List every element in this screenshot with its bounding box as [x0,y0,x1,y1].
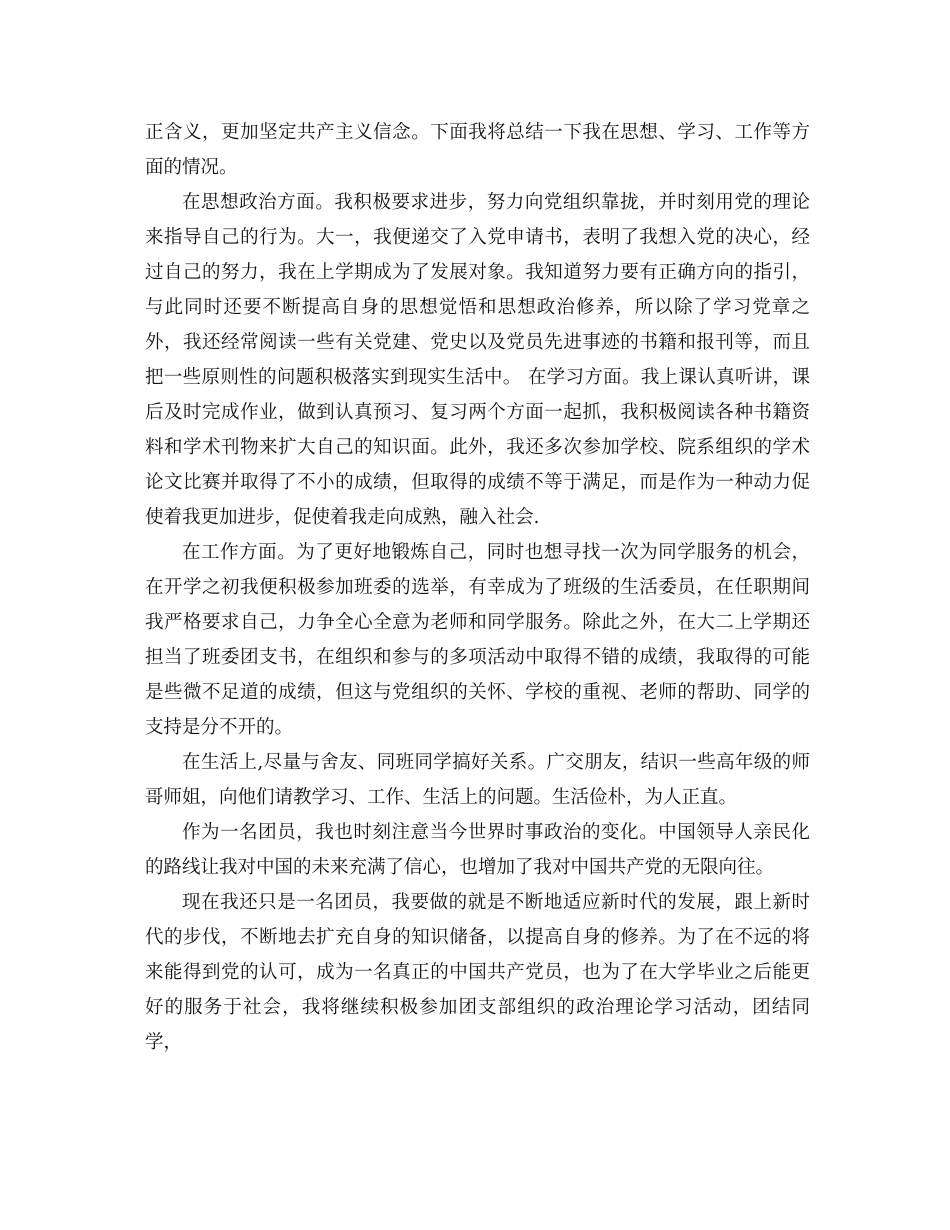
paragraph-continuation: 正含义，更加坚定共产主义信念。下面我将总结一下我在思想、学习、工作等方面的情况。 [145,122,810,178]
paragraph-life: 在生活上,尽量与舍友、同班同学搞好关系。广交朋友，结识一些高年级的师哥师姐，向他们请教学习、工作、生活上的问题。生活俭朴，为人正直。 [145,752,810,808]
paragraph-future: 现在我还只是一名团员，我要做的就是不断地适应新时代的发展，跟上新时代的步伐，不断地去扩充自身的知识储备，以提高自身的修养。为了在不远的将来能得到党的认可，成为一名真正的中国共产党员，也为了在大学毕业之后能更好的服务于社会，我将继续积极参加团支部组织的政治理论学习活动，团结同学， [145,892,810,1053]
paragraph-ideology-study: 在思想政治方面。我积极要求进步，努力向党组织靠拢，并时刻用党的理论来指导自己的行为。大一，我便递交了入党申请书，表明了我想入党的决心，经过自己的努力，我在上学期成为了发展对象。我知道努力要有正确方向的指引，与此同时还要不断提高自身的思想觉悟和思想政治修养，所以除了学习党章之外，我还经常阅读一些有关党建、党史以及党员先进事迹的书籍和报刊等，而且把一些原则性的问题积极落实到现实生活中。 在学习方面。我上课认真听讲，课后及时完成作业，做到认真预习、复习两个方面一起抓，我积极阅读各种书籍资料和学术刊物来扩大自己的知识面。此外，我还多次参加学校、院系组织的学术论文比赛并取得了不小的成绩，但取得的成绩不等于满足，而是作为一种动力促使着我更加进步，促使着我走向成熟，融入社会. [145,192,810,528]
paragraph-current-affairs: 作为一名团员，我也时刻注意当今世界时事政治的变化。中国领导人亲民化的路线让我对中国的未来充满了信心，也增加了我对中国共产党的无限向往。 [145,822,810,878]
document-body [145,115,810,1060]
paragraph-work: 在工作方面。为了更好地锻炼自己，同时也想寻找一次为同学服务的机会，在开学之初我便积极参加班委的选举，有幸成为了班级的生活委员，在任职期间我严格要求自己，力争全心全意为老师和同学服务。除此之外，在大二上学期还担当了班委团支书，在组织和参与的多项活动中取得不错的成绩，我取得的可能是些微不足道的成绩，但这与党组织的关怀、学校的重视、老师的帮助、同学的支持是分不开的。 [145,542,810,738]
